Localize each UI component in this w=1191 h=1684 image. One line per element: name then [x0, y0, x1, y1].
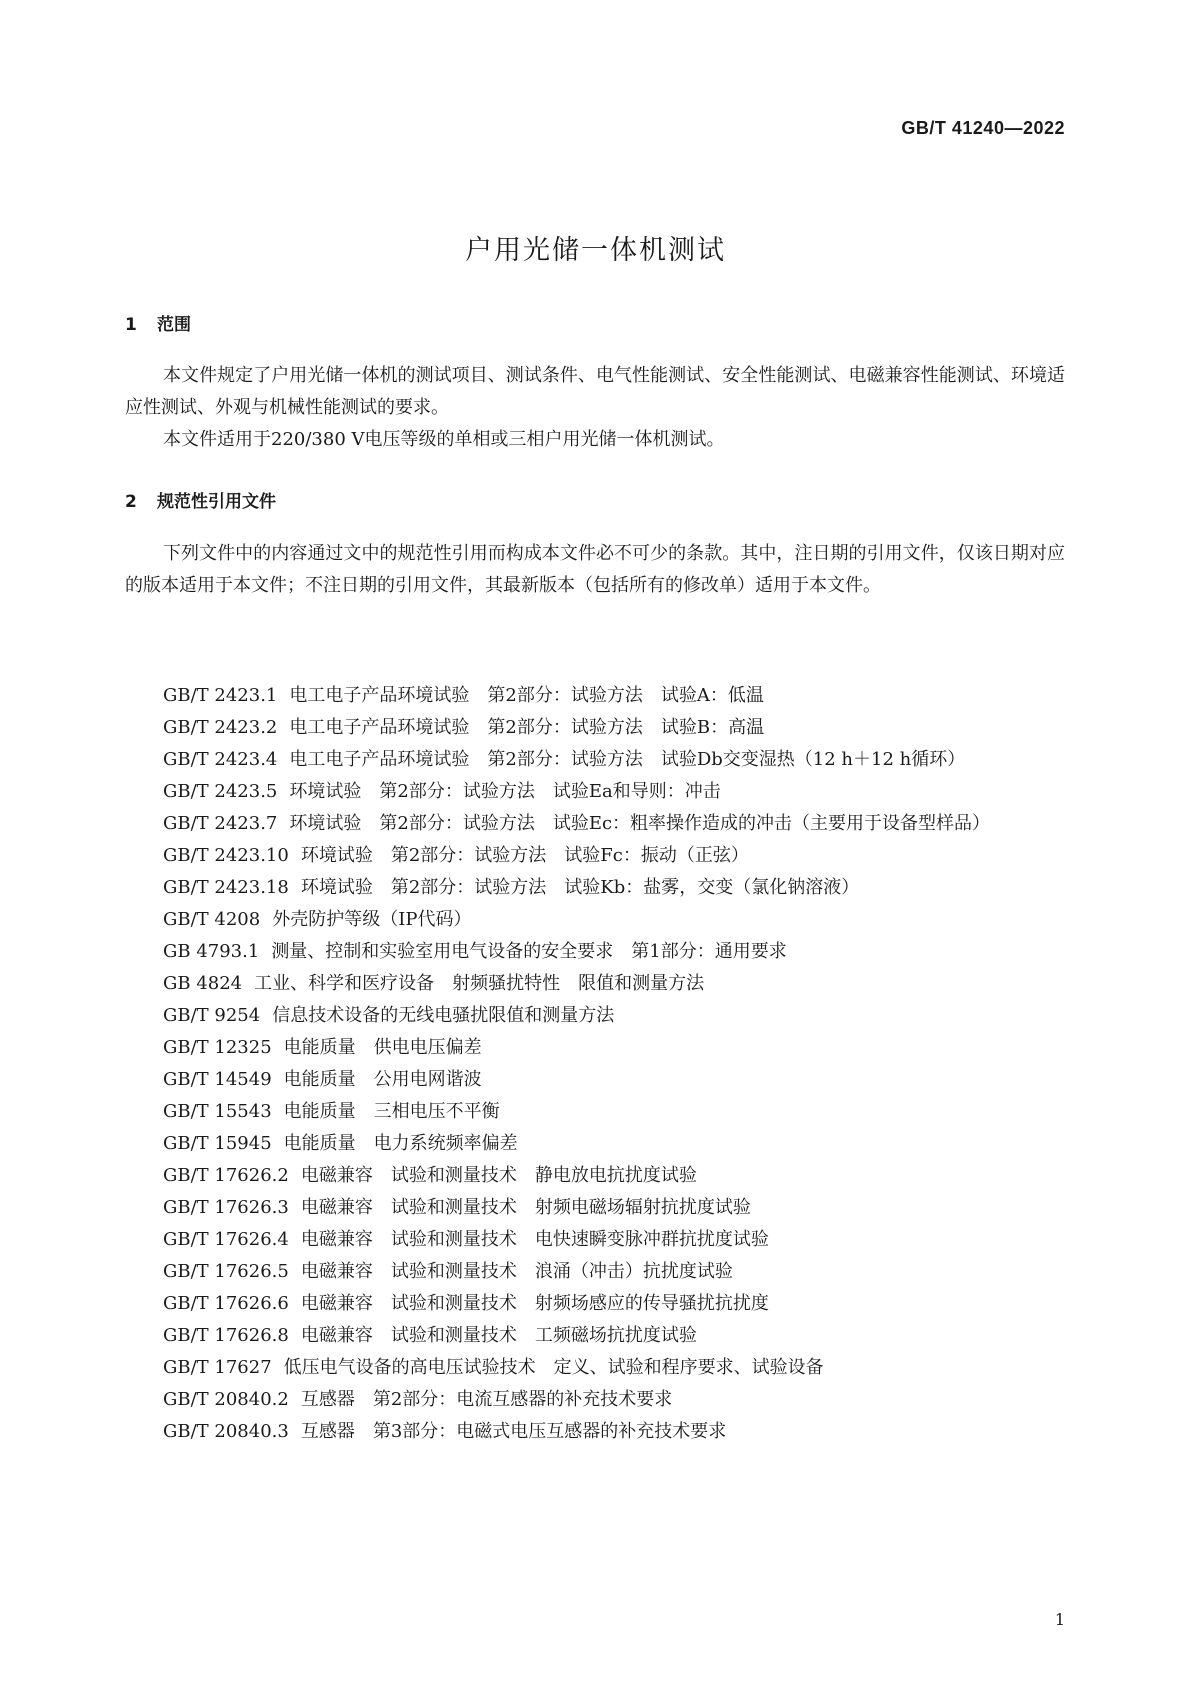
reference-code: GB/T 14549: [163, 1069, 272, 1090]
reference-item: [125, 1096, 1065, 1128]
reference-item: [125, 680, 1065, 712]
reference-item: [125, 1064, 1065, 1096]
document-title: 户用光储一体机测试: [465, 235, 726, 266]
reference-item: [125, 872, 1065, 904]
reference-code: GB/T 2423.2: [163, 717, 278, 738]
reference-title: 电磁兼容 试验和测量技术 射频电磁场辐射抗扰度试验: [300, 1197, 751, 1218]
reference-title: 电能质量 公用电网谐波: [283, 1069, 482, 1090]
reference-list: [125, 680, 1065, 1448]
standard-code: GB/T 41240—2022: [901, 118, 1065, 138]
reference-code: GB/T 20840.3: [163, 1421, 289, 1442]
reference-code: GB/T 2423.4: [163, 749, 278, 770]
reference-code: GB 4824: [163, 973, 243, 994]
reference-title: 互感器 第2部分：电流互感器的补充技术要求: [300, 1389, 673, 1410]
reference-code: GB/T 2423.7: [163, 813, 278, 834]
reference-title: 电能质量 三相电压不平衡: [283, 1101, 500, 1122]
reference-item: [125, 1352, 1065, 1384]
reference-title: 环境试验 第2部分：试验方法 试验Kb：盐雾，交变（氯化钠溶液）: [300, 877, 860, 898]
section-number: 1: [125, 315, 137, 335]
reference-item: [125, 1256, 1065, 1288]
reference-item: [125, 904, 1065, 936]
reference-code: GB/T 17626.5: [163, 1261, 289, 1282]
section-title: 范围: [157, 315, 191, 335]
reference-item: [125, 776, 1065, 808]
reference-code: GB/T 17627: [163, 1357, 272, 1378]
reference-item: [125, 1032, 1065, 1064]
reference-item: [125, 1288, 1065, 1320]
reference-title: 环境试验 第2部分：试验方法 试验Ea和导则：冲击: [289, 781, 721, 802]
reference-title: 电磁兼容 试验和测量技术 电快速瞬变脉冲群抗扰度试验: [300, 1229, 769, 1250]
reference-title: 外壳防护等级（IP代码）: [272, 909, 472, 930]
reference-code: GB/T 2423.18: [163, 877, 289, 898]
reference-code: GB 4793.1: [163, 941, 260, 962]
reference-title: 电磁兼容 试验和测量技术 浪涌（冲击）抗扰度试验: [300, 1261, 733, 1282]
reference-code: GB/T 20840.2: [163, 1389, 289, 1410]
reference-title: 互感器 第3部分：电磁式电压互感器的补充技术要求: [300, 1421, 727, 1442]
reference-item: [125, 1160, 1065, 1192]
reference-title: 电能质量 电力系统频率偏差: [283, 1133, 518, 1154]
reference-item: [125, 968, 1065, 1000]
reference-item: [125, 1192, 1065, 1224]
section-number: 2: [125, 492, 137, 512]
reference-code: GB/T 15543: [163, 1101, 272, 1122]
reference-code: GB/T 17626.2: [163, 1165, 289, 1186]
reference-code: GB/T 2423.1: [163, 685, 278, 706]
reference-title: 环境试验 第2部分：试验方法 试验Fc：振动（正弦）: [300, 845, 749, 866]
reference-title: 测量、控制和实验室用电气设备的安全要求 第1部分：通用要求: [271, 941, 787, 962]
reference-title: 环境试验 第2部分：试验方法 试验Ec：粗率操作造成的冲击（主要用于设备型样品）: [289, 813, 991, 834]
reference-item: [125, 1384, 1065, 1416]
normative-references-intro: 下列文件中的内容通过文中的规范性引用而构成本文件必不可少的条款。其中，注日期的引用文件，仅该日期对应的版本适用于本文件；不注日期的引用文件，其最新版本（包括所有的修改单）适用于本文件。: [125, 543, 1065, 596]
reference-title: 电能质量 供电电压偏差: [283, 1037, 482, 1058]
reference-title: 电磁兼容 试验和测量技术 静电放电抗扰度试验: [300, 1165, 697, 1186]
reference-code: GB/T 17626.8: [163, 1325, 289, 1346]
reference-title: 电工电子产品环境试验 第2部分：试验方法 试验A：低温: [289, 685, 764, 706]
reference-item: [125, 1416, 1065, 1448]
reference-code: GB/T 17626.3: [163, 1197, 289, 1218]
reference-item: [125, 1320, 1065, 1352]
reference-code: GB/T 15945: [163, 1133, 272, 1154]
reference-item: [125, 840, 1065, 872]
reference-code: GB/T 2423.5: [163, 781, 278, 802]
reference-item: [125, 936, 1065, 968]
reference-title: 信息技术设备的无线电骚扰限值和测量方法: [272, 1005, 615, 1026]
reference-title: 电工电子产品环境试验 第2部分：试验方法 试验B：高温: [289, 717, 765, 738]
reference-code: GB/T 17626.6: [163, 1293, 289, 1314]
reference-title: 低压电气设备的高电压试验技术 定义、试验和程序要求、试验设备: [283, 1357, 824, 1378]
reference-item: [125, 1128, 1065, 1160]
reference-item: [125, 1224, 1065, 1256]
section-heading-normative-references: [125, 487, 276, 512]
reference-item: [125, 712, 1065, 744]
reference-code: GB/T 17626.4: [163, 1229, 289, 1250]
reference-title: 电磁兼容 试验和测量技术 工频磁场抗扰度试验: [300, 1325, 697, 1346]
section-title: 规范性引用文件: [157, 492, 276, 512]
scope-paragraph: 本文件适用于220/380 V电压等级的单相或三相户用光储一体机测试。: [163, 429, 725, 450]
scope-paragraph: 本文件规定了户用光储一体机的测试项目、测试条件、电气性能测试、安全性能测试、电磁兼容性能测试、环境适应性测试、外观与机械性能测试的要求。: [125, 365, 1065, 418]
reference-item: [125, 744, 1065, 776]
reference-item: [125, 808, 1065, 840]
page-number: 1: [1054, 1610, 1065, 1629]
section-heading-scope: [125, 310, 191, 335]
reference-code: GB/T 4208: [163, 909, 261, 930]
reference-title: 工业、科学和医疗设备 射频骚扰特性 限值和测量方法: [254, 973, 705, 994]
reference-title: 电磁兼容 试验和测量技术 射频场感应的传导骚扰抗扰度: [300, 1293, 769, 1314]
reference-item: [125, 1000, 1065, 1032]
reference-title: 电工电子产品环境试验 第2部分：试验方法 试验Db交变湿热（12 h＋12 h循环）: [289, 749, 966, 770]
reference-code: GB/T 12325: [163, 1037, 272, 1058]
reference-code: GB/T 9254: [163, 1005, 261, 1026]
reference-code: GB/T 2423.10: [163, 845, 289, 866]
